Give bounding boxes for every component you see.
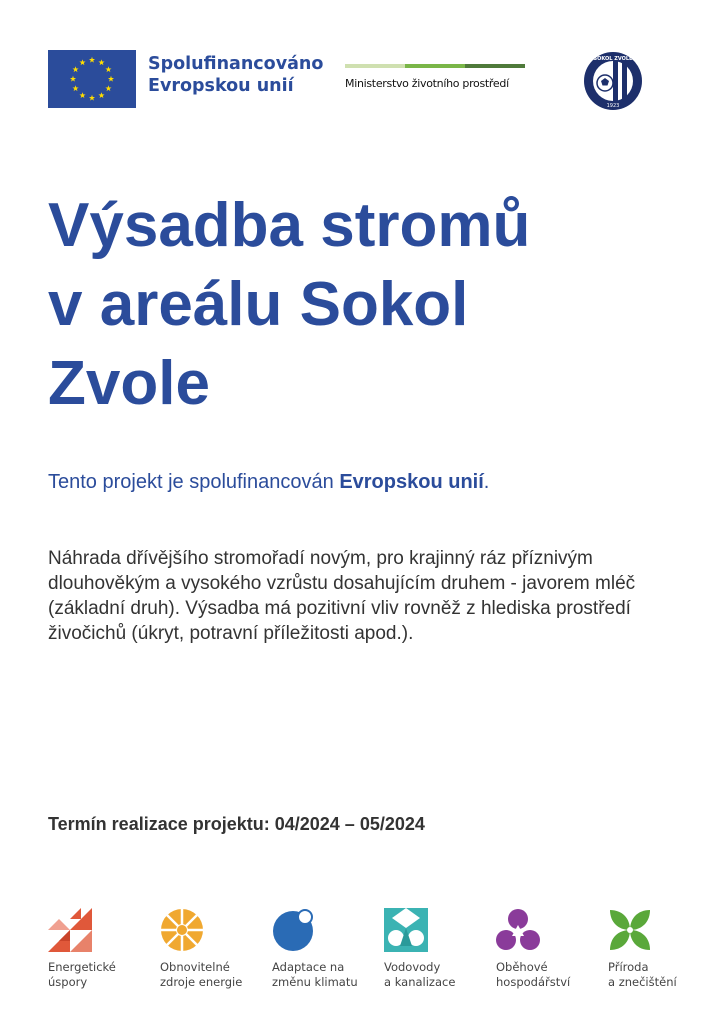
eu-star [98, 92, 104, 98]
icon-label [272, 960, 384, 990]
nature-pollution-icon [608, 908, 652, 952]
sokol-logo-year: 1923 [606, 103, 620, 109]
icon-label-line1: Příroda [608, 960, 649, 974]
icon-label-line1: Adaptace na [272, 960, 345, 974]
sokol-logo-text: SOKOL ZVOLE [593, 56, 633, 62]
eu-cofunding-label [148, 53, 323, 97]
icon-item-energy [48, 908, 160, 990]
eu-star [105, 85, 111, 91]
energy-savings-icon [48, 908, 92, 952]
eu-star [79, 92, 85, 98]
icon-item-climate [272, 908, 384, 990]
ministry-bar [345, 64, 405, 68]
renewable-energy-icon [160, 908, 204, 952]
eu-star [73, 66, 79, 72]
icon-label [48, 960, 160, 990]
icon-label [608, 960, 720, 990]
subtitle-emphasis: Evropskou unií [339, 471, 484, 493]
eu-star [98, 59, 104, 65]
eu-star [89, 57, 95, 63]
icon-item-water [384, 908, 496, 990]
ministry-logo [345, 64, 525, 90]
ministry-color-bars [345, 64, 525, 68]
eu-star [79, 59, 85, 65]
icon-item-circular [496, 908, 608, 990]
category-icons [48, 908, 688, 998]
title-line3: Zvole [48, 349, 210, 418]
title-line2: v areálu Sokol [48, 270, 469, 339]
water-sewage-icon [384, 908, 428, 952]
eu-star [89, 95, 95, 101]
subtitle-prefix: Tento projekt je spolufinancován [48, 471, 340, 493]
eu-label-line1: Spolufinancováno [148, 54, 324, 74]
cofunding-statement [48, 471, 489, 494]
project-term: Termín realizace projektu: 04/2024 – 05/2024 [48, 814, 425, 834]
icon-label [496, 960, 608, 990]
icon-label-line2: úspory [48, 975, 88, 989]
ministry-name: Ministerstvo životního prostředí [345, 77, 509, 90]
subtitle-suffix: . [483, 471, 490, 493]
icon-label-line2: a znečištění [608, 975, 677, 989]
ministry-bar [405, 64, 465, 68]
icon-item-nature [608, 908, 720, 990]
icon-label [384, 960, 496, 990]
icon-label-line2: zdroje energie [160, 975, 243, 989]
icon-label-line1: Oběhové [496, 960, 548, 974]
circular-economy-icon [496, 908, 540, 952]
eu-label-line2: Evropskou unií [148, 76, 294, 96]
eu-star [105, 66, 111, 72]
eu-stars-icon [48, 50, 136, 108]
ministry-bar [465, 64, 525, 68]
icon-label-line1: Obnovitelné [160, 960, 230, 974]
icon-label-line1: Energetické [48, 960, 116, 974]
icon-label-line2: a kanalizace [384, 975, 456, 989]
title-line1: Výsadba stromů [48, 191, 531, 260]
eu-star [70, 76, 76, 82]
eu-flag-logo [48, 50, 136, 108]
header [48, 44, 648, 114]
icon-item-renewable [160, 908, 272, 990]
icon-label [160, 960, 272, 990]
icon-label-line1: Vodovody [384, 960, 441, 974]
icon-label-line2: změnu klimatu [272, 975, 358, 989]
project-description: Náhrada dřívějšího stromořadí novým, pro krajinný ráz příznivým dlouhověkým a vysokého vzrůstu dosahujícím druhem - javorem mléč (základní druh). Výsadba má pozitivní vliv rovněž z hlediska prostředí živočichů (úkryt, potravní příležitosti apod.). [48, 548, 636, 644]
icon-label-line2: hospodářství [496, 975, 571, 989]
eu-star [73, 85, 79, 91]
eu-star [108, 76, 114, 82]
page-title [48, 186, 688, 423]
climate-adaptation-icon [272, 908, 316, 952]
sokol-zvole-logo [583, 51, 643, 111]
